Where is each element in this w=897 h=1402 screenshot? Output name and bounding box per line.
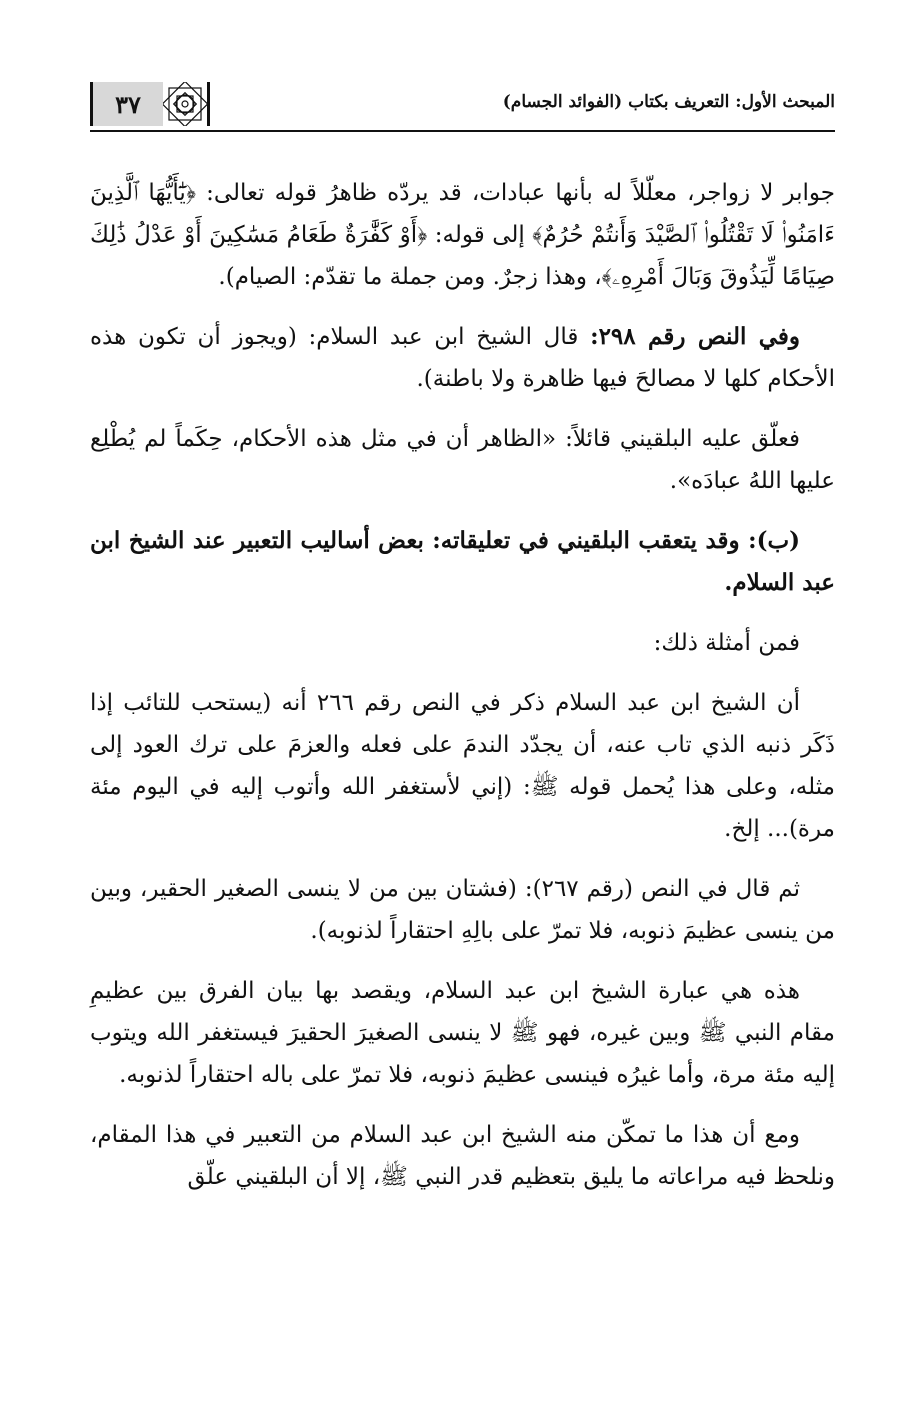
paragraph xyxy=(90,520,835,604)
page-body xyxy=(90,172,835,1216)
paragraph-text: ثم قال في النص (رقم ٢٦٧): (فشتان بين من لا ينسى الصغير الحقير، وبين من ينسى عظيمَ ذنوبه، فلا تمرّ على بالِهِ احتقاراً لذنوبه). xyxy=(90,876,835,944)
paragraph xyxy=(90,622,835,664)
paragraph-text: فمن أمثلة ذلك: xyxy=(653,630,800,656)
paragraph-text: فعلّق عليه البلقيني قائلاً: «الظاهر أن في مثل هذه الأحكام، حِكَماً لم يُطْلِع عليها اللهُ عبادَه». xyxy=(90,426,835,494)
header-rule xyxy=(90,130,835,132)
paragraph xyxy=(90,418,835,502)
paragraph xyxy=(90,1114,835,1198)
paragraph xyxy=(90,970,835,1096)
ornament-icon xyxy=(163,82,210,126)
running-title: المبحث الأول: التعريف بكتاب (الفوائد الجسام) xyxy=(502,92,835,112)
paragraph xyxy=(90,172,835,298)
paragraph-text: قال الشيخ ابن عبد السلام: (ويجوز أن تكون هذه الأحكام كلها لا مصالحَ فيها ظاهرة ولا باطنة). xyxy=(90,324,835,392)
page-number: ٣٧ xyxy=(90,82,166,126)
paragraph xyxy=(90,316,835,400)
paragraph-text: ومع أن هذا ما تمكّن منه الشيخ ابن عبد السلام من التعبير في هذا المقام، ونلحظ فيه مراعاته ما يليق بتعظيم قدر النبي ﷺ، إلا أن البلقيني علّق xyxy=(90,1122,835,1190)
paragraph xyxy=(90,682,835,850)
paragraph-text: جوابر لا زواجر، معلّلاً له بأنها عبادات، قد يردّه ظاهرُ قوله تعالى: ﴿يَٰٓأَيُّهَا ٱلَّذِينَ ءَامَنُوا۟ لَا تَقْتُلُوا۟ ٱلصَّيْدَ وَأَنتُمْ حُرُمٌ﴾ إلى قوله: ﴿أَوْ كَفَّٰرَةٌ طَعَامُ مَسَٰكِينَ أَوْ عَدْلُ ذَٰلِكَ صِيَامًا لِّيَذُوقَ وَبَالَ أَمْرِهِۦ﴾، وهذا زجرٌ. ومن جملة ما تقدّم: الصيام). xyxy=(90,180,835,290)
paragraph xyxy=(90,868,835,952)
bold-lead: وفي النص رقم ٢٩٨: xyxy=(590,323,801,350)
paragraph-text: أن الشيخ ابن عبد السلام ذكر في النص رقم ٢٦٦ أنه (يستحب للتائب إذا ذَكَر ذنبه الذي تاب عنه، أن يجدّد الندمَ على فعله والعزمَ على ترك العود إلى مثله، وعلى هذا يُحمل قوله ﷺ: (إني لأستغفر الله وأتوب إليه في اليوم مئة مرة)... إلخ. xyxy=(90,690,835,842)
paragraph-text: هذه هي عبارة الشيخ ابن عبد السلام، ويقصد بها بيان الفرق بين عظيمِ مقام النبي ﷺ وبين غيره، فهو ﷺ لا ينسى الصغيرَ الحقيرَ فيستغفر الله ويتوب إليه مئة مرة، وأما غيرُه فينسى عظيمَ ذنوبه، فلا تمرّ على باله احتقاراً لذنوبه. xyxy=(90,978,835,1088)
page-header xyxy=(90,82,835,132)
bold-lead: (ب): وقد يتعقب البلقيني في تعليقاته: بعض أساليب التعبير عند الشيخ ابن عبد السلام. xyxy=(90,527,835,596)
